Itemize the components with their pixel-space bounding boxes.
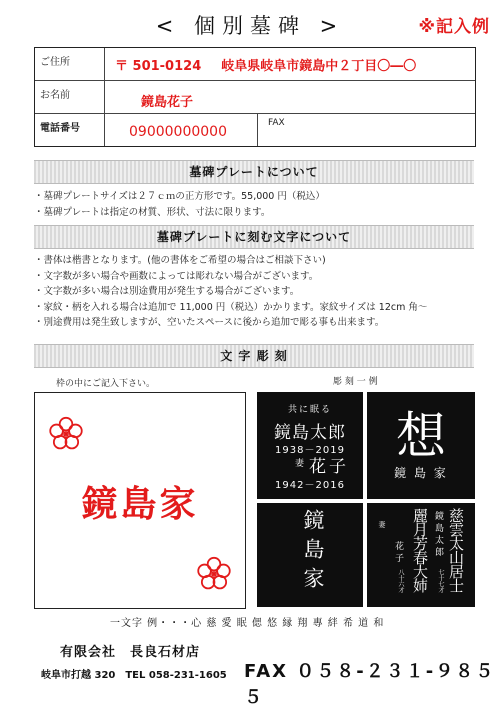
plate-section-heading: 墓碑プレートについて <box>34 160 474 184</box>
example-text: 八十六才 <box>397 569 404 593</box>
example-text: 鏡 島 家 <box>394 466 448 480</box>
one-character-examples: 一文字 例・・・心 慈 愛 眠 偲 悠 縁 翔 專 絆 希 道 和 <box>110 618 385 629</box>
carving-instruction: 枠の中にご記入下さい。 <box>56 379 156 389</box>
example-text: 麗月芳春大姉 <box>411 508 429 592</box>
page-title: < 個別墓碑 > <box>155 14 345 38</box>
postal-code-field[interactable]: 〒 501-0124 <box>115 58 202 74</box>
carving-entry-text: 鏡島家 <box>81 484 199 525</box>
example-text: 七十七才 <box>437 569 444 593</box>
engrave-section-heading: 墓碑プレートに刻む文字について <box>34 225 474 249</box>
example-text: 花子 <box>393 541 403 565</box>
address-label: ご住所 <box>35 48 105 80</box>
example-text: 花子 <box>309 457 349 477</box>
list-item: ・文字数が多い場合は別途費用が発生する場合がございます。 <box>34 286 300 298</box>
company-fax: FAX ０５８-２３１-９８５５ <box>244 661 496 708</box>
name-row <box>35 81 475 114</box>
phone-label: 電話番号 <box>35 114 105 146</box>
company-address-tel: 岐阜市打越 320 TEL 058-231-1605 <box>41 670 227 681</box>
list-item: ・別途費用は発生致しますが、空いたスペースに後から追加で彫る事も出来ます。 <box>34 317 385 329</box>
plate-info-list <box>34 189 484 220</box>
example-text: 共に眠る <box>287 405 332 415</box>
engrave-info-list <box>34 253 484 331</box>
list-item: ・文字数が多い場合や画数によっては彫れない場合がございます。 <box>34 270 319 282</box>
example-text: 妻 <box>295 459 305 469</box>
plum-crest-icon <box>196 556 232 592</box>
name-label: お名前 <box>35 81 105 113</box>
example-stone-posthumous <box>367 503 475 607</box>
example-text: 1942－2016 <box>275 480 345 491</box>
fax-field[interactable] <box>257 114 475 146</box>
list-item: ・墓碑プレートは指定の材質、形状、寸法に限ります。 <box>34 206 271 218</box>
example-text: 妻 <box>378 521 386 528</box>
example-text: 鏡島太郎 <box>274 423 346 443</box>
example-stone-single-kanji <box>367 392 475 499</box>
example-text: 1938－2019 <box>275 445 345 456</box>
list-item: ・家紋・柄を入れる場合は追加で 11,000 円（税込）かかります。家紋サイズは 12cm 角～ <box>34 301 428 313</box>
company-name: 有限会社 長良石材店 <box>60 645 201 660</box>
carving-section-heading: 文 字 彫 刻 <box>34 344 474 368</box>
example-stone-couple <box>257 392 363 499</box>
plum-crest-icon <box>48 416 84 452</box>
list-item: ・書体は楷書となります。(他の書体をご希望の場合はご相談下さい) <box>34 255 326 266</box>
examples-label: 彫 刻 一 例 <box>333 377 378 387</box>
address-field[interactable]: 岐阜県岐阜市鏡島中２丁目〇―〇 <box>221 58 417 74</box>
name-field[interactable]: 鏡島花子 <box>141 94 194 110</box>
example-stone-family <box>257 503 363 607</box>
example-text: 鏡島家 <box>301 509 325 596</box>
address-row <box>35 48 475 81</box>
phone-field[interactable]: 09000000000 <box>129 124 227 140</box>
sample-mark: ※記入例 <box>418 17 490 37</box>
customer-info-table <box>34 47 476 147</box>
fax-label: FAX <box>268 118 285 128</box>
example-text: 想 <box>396 407 446 465</box>
example-text: 慈雲太山居士 <box>447 508 465 592</box>
list-item: ・墓碑プレートサイズは２７ｃｍの正方形です。55,000 円（税込） <box>34 191 325 202</box>
example-text: 鏡島太郎 <box>433 511 443 559</box>
phone-row <box>35 114 475 146</box>
